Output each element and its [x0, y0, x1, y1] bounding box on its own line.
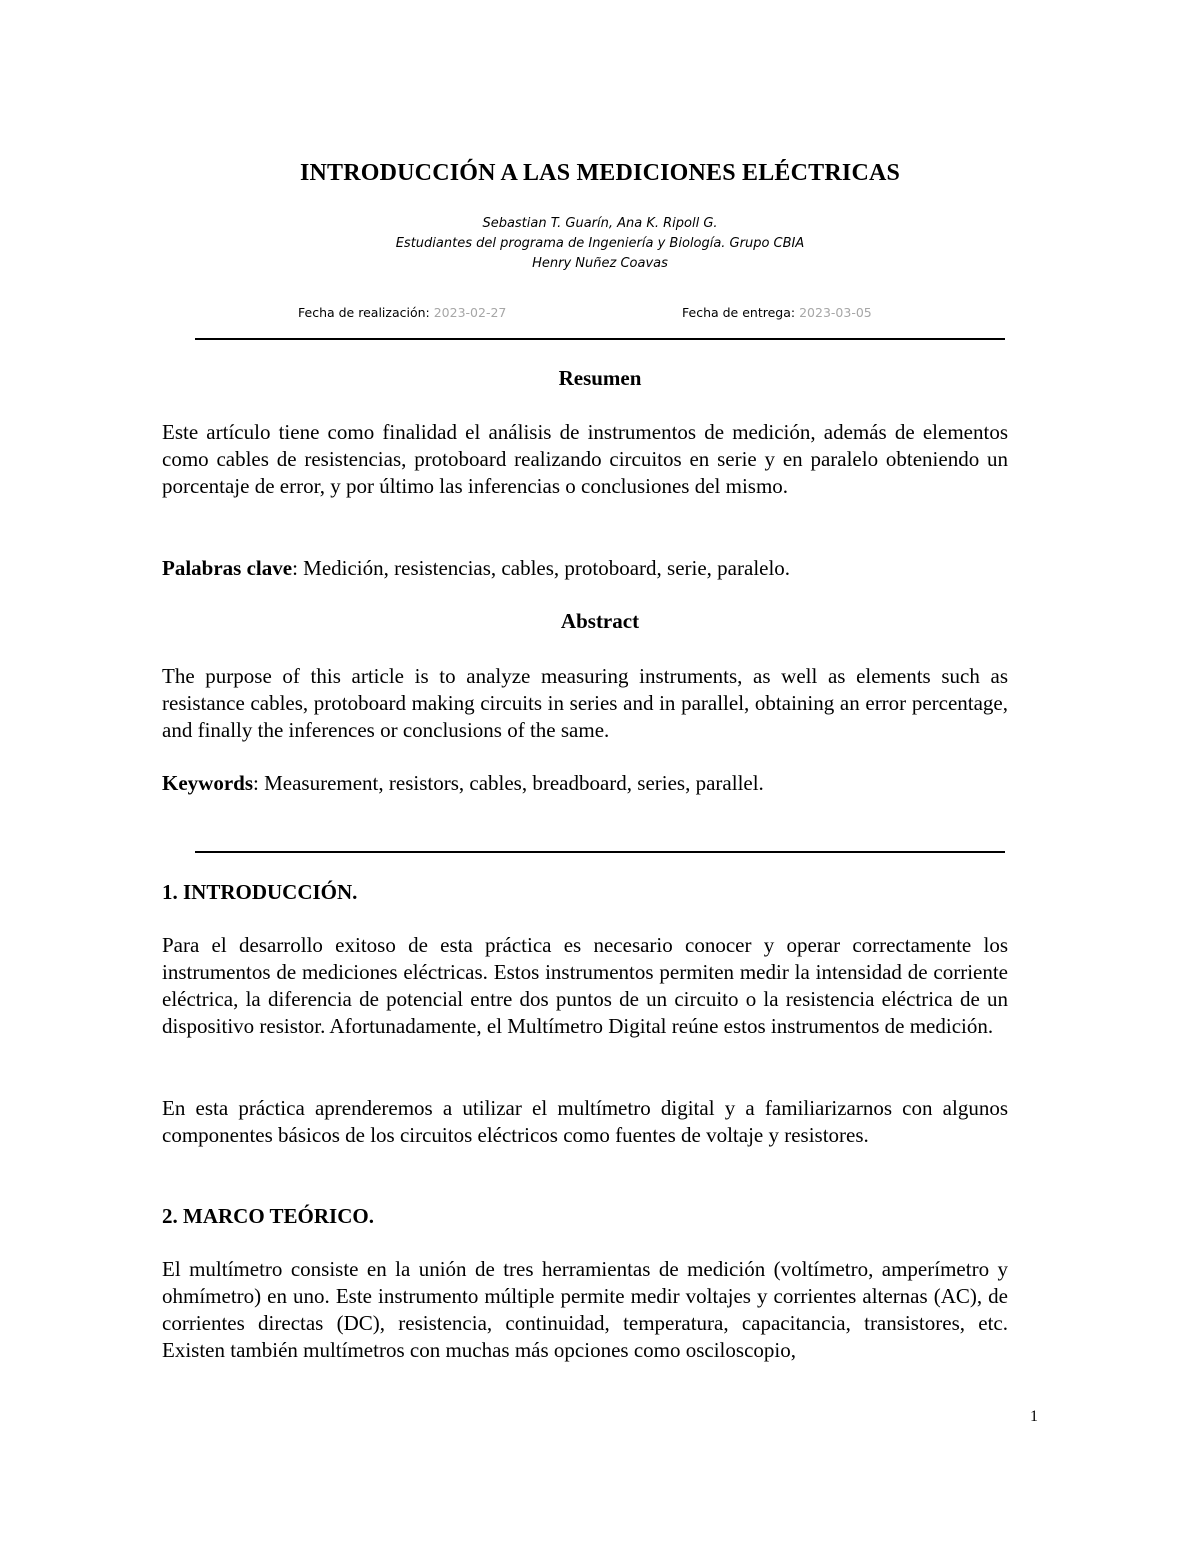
top-divider	[195, 338, 1005, 340]
page-number: 1	[1030, 1408, 1038, 1425]
abstract-keywords-label: Keywords	[162, 771, 253, 795]
date-realizacion-label: Fecha de realización:	[298, 305, 430, 320]
marco-paragraph-1: El multímetro consiste en la unión de tres herramientas de medición (voltímetro, amperímetro y ohmímetro) en uno. Este instrumento múltiple permite medir voltajes y corrientes alternas (AC), de corrientes directas (DC), resistencia, continuidad, temperatura, capacitancia, transistores, etc. Existen también multímetros con muchas más opciones como osciloscopio,	[162, 1257, 1008, 1362]
date-realizacion	[298, 305, 506, 320]
resumen-keywords-text: : Medición, resistencias, cables, protoboard, serie, paralelo.	[292, 556, 791, 580]
abstract-keywords	[162, 770, 1008, 797]
resumen-body: Este artículo tiene como finalidad el análisis de instrumentos de medición, además de elementos como cables de resistencias, protoboard realizando circuitos en serie y en paralelo obteniendo un porcentaje de error, y por último las inferencias o conclusiones del mismo.	[162, 420, 1008, 498]
resumen-keywords	[162, 555, 1008, 582]
abstract-body: The purpose of this article is to analyze measuring instruments, as well as elements such as resistance cables, protoboard making circuits in series and in parallel, obtaining an error percentage, and finally the inferences or conclusions of the same.	[162, 664, 1008, 742]
intro-paragraph-2: En esta práctica aprenderemos a utilizar el multímetro digital y a familiarizarnos con algunos componentes básicos de los circuitos eléctricos como fuentes de voltaje y resistores.	[162, 1096, 1008, 1147]
date-entrega	[682, 305, 872, 320]
intro-heading: 1. INTRODUCCIÓN.	[162, 880, 358, 904]
author-affiliation: Estudiantes del programa de Ingeniería y Biología. Grupo CBIA	[395, 236, 805, 251]
bottom-divider	[195, 851, 1005, 853]
intro-paragraph-1: Para el desarrollo exitoso de esta práctica es necesario conocer y operar correctamente los instrumentos de mediciones eléctricas. Estos instrumentos permiten medir la intensidad de corriente eléctrica, la diferencia de potencial entre dos puntos de un circuito o la resistencia eléctrica de un dispositivo resistor. Afortunadamente, el Multímetro Digital reúne estos instrumentos de medición.	[162, 933, 1008, 1038]
page-title: INTRODUCCIÓN A LAS MEDICIONES ELÉCTRICAS	[299, 160, 901, 186]
date-entrega-value: 2023-03-05	[799, 305, 872, 320]
abstract-heading: Abstract	[560, 609, 640, 633]
date-realizacion-value: 2023-02-27	[433, 305, 507, 320]
resumen-heading: Resumen	[558, 366, 642, 390]
marco-heading: 2. MARCO TEÓRICO.	[162, 1204, 374, 1228]
abstract-keywords-text: : Measurement, resistors, cables, breadboard, series, parallel.	[253, 771, 764, 795]
author-block	[0, 214, 1200, 274]
author-names: Sebastian T. Guarín, Ana K. Ripoll G.	[482, 216, 718, 231]
date-entrega-label: Fecha de entrega:	[682, 305, 796, 320]
author-instructor: Henry Nuñez Coavas	[532, 256, 668, 271]
resumen-keywords-label: Palabras clave	[162, 556, 293, 580]
